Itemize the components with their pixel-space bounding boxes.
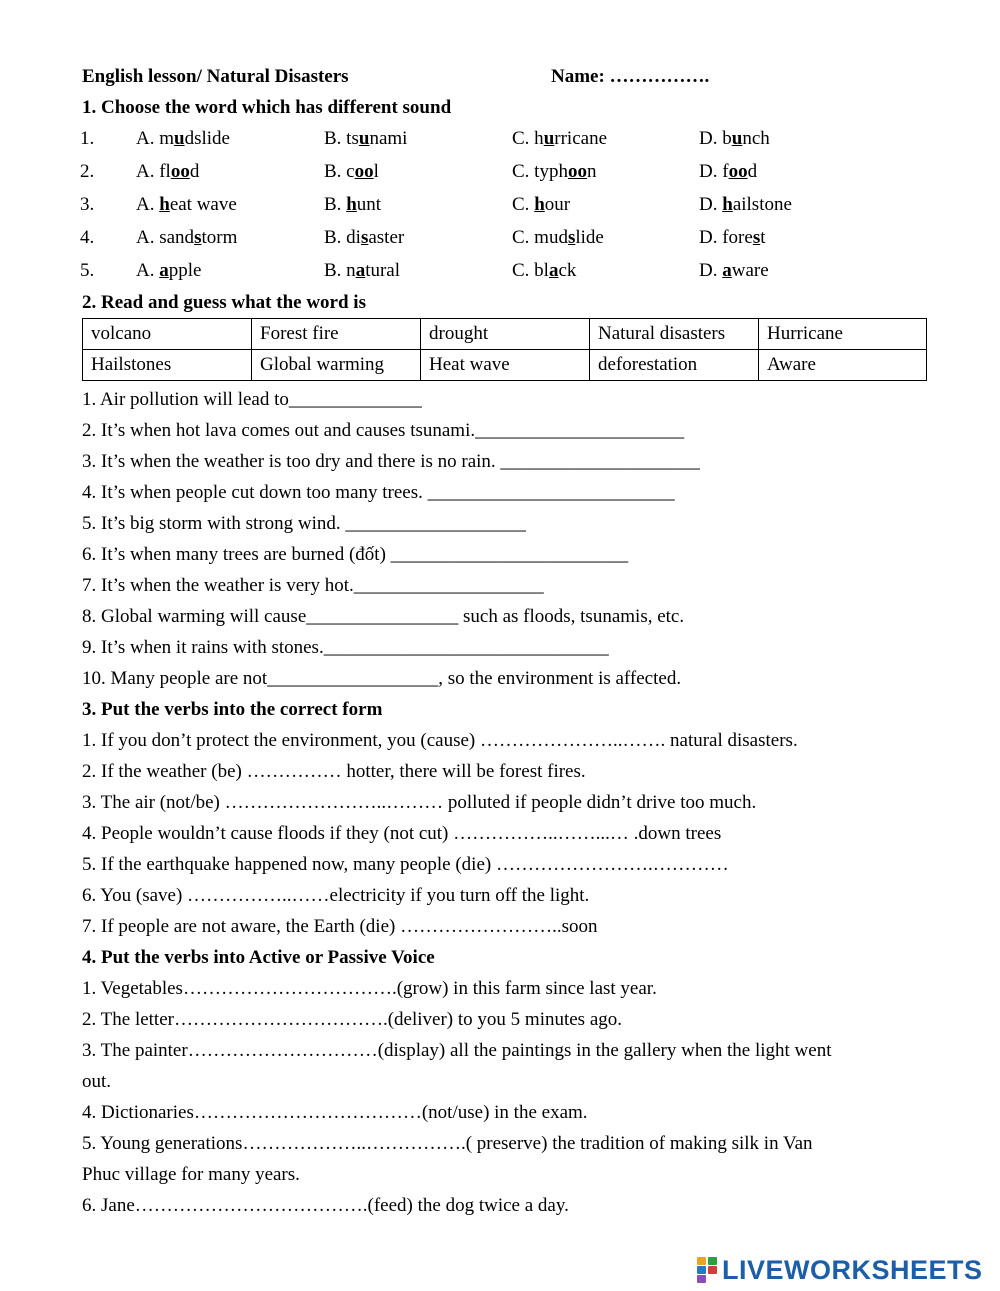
verb-form-item[interactable]: 3. The air (not/be) ……………………..……… polluted if people didn’t drive too much. [82, 792, 757, 813]
option-c[interactable]: C. typhoon [512, 161, 597, 182]
voice-item[interactable]: 4. Dictionaries………………………………(not/use) in the exam. [82, 1102, 588, 1123]
table-cell: volcano [83, 319, 252, 350]
logo-block-2 [708, 1257, 717, 1265]
voice-item[interactable]: 3. The painter…………………………(display) all the paintings in the gallery when the light went [82, 1040, 832, 1061]
option-c[interactable]: C. hurricane [512, 128, 607, 149]
table-cell: Hailstones [83, 350, 252, 381]
question-row: 4. A. sandstorm B. disaster C. mudslide D. forest [0, 225, 1000, 251]
option-b[interactable]: B. natural [324, 260, 401, 281]
logo-block-3 [697, 1266, 706, 1274]
fill-blank-item[interactable]: 5. It’s big storm with strong wind. ___________________ [82, 513, 526, 534]
option-c[interactable]: C. mudslide [512, 227, 604, 248]
voice-item-continued: Phuc village for many years. [82, 1164, 300, 1185]
verb-form-item[interactable]: 7. If people are not aware, the Earth (die) ……………………..soon [82, 916, 598, 937]
table-row [83, 350, 927, 381]
fill-blank-item[interactable]: 10. Many people are not__________________, so the environment is affected. [82, 668, 682, 689]
fill-blank-item[interactable]: 4. It’s when people cut down too many trees. __________________________ [82, 482, 675, 503]
voice-item-continued: out. [82, 1071, 112, 1092]
liveworksheets-logo[interactable] [697, 1256, 983, 1284]
table-cell: Hurricane [759, 319, 927, 350]
fill-blank-item[interactable]: 2. It’s when hot lava comes out and causes tsunami.______________________ [82, 420, 685, 441]
table-cell: Heat wave [421, 350, 590, 381]
verb-form-item[interactable]: 1. If you don’t protect the environment, you (cause) …………………..……. natural disasters. [82, 730, 798, 751]
voice-item[interactable]: 2. The letter…………………………….(deliver) to you 5 minutes ago. [82, 1009, 623, 1030]
option-a[interactable]: A. heat wave [136, 194, 237, 215]
question-row: 5. A. apple B. natural C. black D. aware [0, 258, 1000, 284]
fill-blank-item[interactable]: 3. It’s when the weather is too dry and there is no rain. _____________________ [82, 451, 700, 472]
fill-blank-item[interactable]: 1. Air pollution will lead to______________ [82, 389, 422, 410]
logo-block-4 [708, 1266, 717, 1274]
section1-heading: 1. Choose the word which has different sound [82, 97, 452, 118]
logo-block-1 [697, 1257, 706, 1265]
table-cell: deforestation [590, 350, 759, 381]
question-row: 3. A. heat wave B. hunt C. hour D. hailstone [0, 192, 1000, 218]
verb-form-item[interactable]: 4. People wouldn’t cause floods if they (not cut) ……………..……...… .down trees [82, 823, 722, 844]
verb-form-item[interactable]: 5. If the earthquake happened now, many people (die) …………………….………… [82, 854, 729, 875]
fill-blank-item[interactable]: 6. It’s when many trees are burned (đốt) _________________________ [82, 544, 629, 565]
voice-item[interactable]: 1. Vegetables…………………………….(grow) in this farm since last year. [82, 978, 657, 999]
option-a[interactable]: A. apple [136, 260, 202, 281]
option-c[interactable]: C. black [512, 260, 577, 281]
option-d[interactable]: D. bunch [699, 128, 770, 149]
table-cell: Forest fire [252, 319, 421, 350]
table-cell: drought [421, 319, 590, 350]
voice-item[interactable]: 5. Young generations………………..…………….( preserve) the tradition of making silk in Van [82, 1133, 813, 1154]
fill-blank-item[interactable]: 8. Global warming will cause________________ such as floods, tsunamis, etc. [82, 606, 685, 627]
option-a[interactable]: A. sandstorm [136, 227, 238, 248]
table-cell: Global warming [252, 350, 421, 381]
table-row [83, 319, 927, 350]
option-a[interactable]: A. flood [136, 161, 200, 182]
fill-blank-item[interactable]: 7. It’s when the weather is very hot.____________________ [82, 575, 544, 596]
table-cell: Aware [759, 350, 927, 381]
option-d[interactable]: D. hailstone [699, 194, 792, 215]
verb-form-item[interactable]: 2. If the weather (be) …………… hotter, there will be forest fires. [82, 761, 586, 782]
option-d[interactable]: D. food [699, 161, 758, 182]
section2-heading: 2. Read and guess what the word is [82, 292, 366, 313]
logo-block-5 [697, 1275, 706, 1283]
option-b[interactable]: B. disaster [324, 227, 405, 248]
word-bank-table [82, 318, 927, 381]
liveworksheets-logo-text: LIVEWORKSHEETS [722, 1254, 983, 1285]
option-a[interactable]: A. mudslide [136, 128, 230, 149]
section4-heading: 4. Put the verbs into Active or Passive Voice [82, 947, 435, 968]
worksheet-title: English lesson/ Natural Disasters [82, 66, 349, 87]
liveworksheets-logo-icon [697, 1257, 719, 1283]
voice-item[interactable]: 6. Jane……………………………….(feed) the dog twice a day. [82, 1195, 569, 1216]
table-cell: Natural disasters [590, 319, 759, 350]
option-d[interactable]: D. aware [699, 260, 769, 281]
name-field-label: Name: ……………. [551, 66, 710, 87]
question-row: 2. A. flood B. cool C. typhoon D. food [0, 159, 1000, 185]
option-b[interactable]: B. cool [324, 161, 379, 182]
verb-form-item[interactable]: 6. You (save) ……………..……electricity if you turn off the light. [82, 885, 590, 906]
section3-heading: 3. Put the verbs into the correct form [82, 699, 383, 720]
option-b[interactable]: B. tsunami [324, 128, 408, 149]
fill-blank-item[interactable]: 9. It’s when it rains with stones.______________________________ [82, 637, 609, 658]
question-row: 1. A. mudslide B. tsunami C. hurricane D. bunch [0, 126, 1000, 152]
option-c[interactable]: C. hour [512, 194, 571, 215]
option-b[interactable]: B. hunt [324, 194, 382, 215]
option-d[interactable]: D. forest [699, 227, 766, 248]
